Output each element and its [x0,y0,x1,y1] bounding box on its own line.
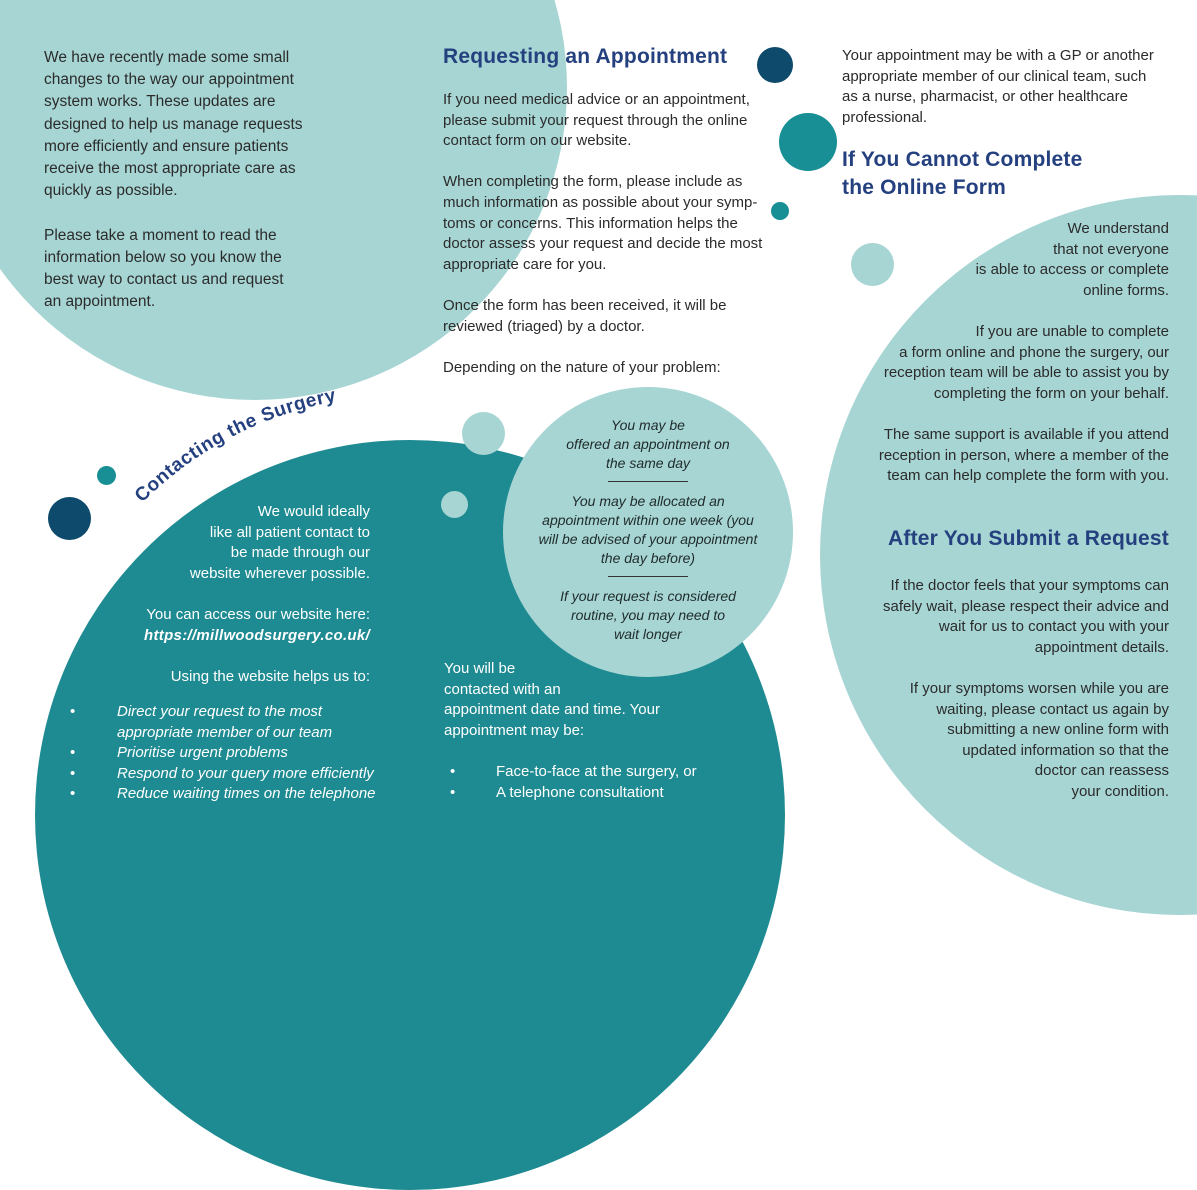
benefit-line: Respond to your query more efficiently [117,764,374,782]
contacted-text [444,659,744,803]
requesting-text [443,90,763,378]
contacted-bullet-text: Face-to-face at the surgery, or [496,762,697,780]
gp-text [842,46,1182,128]
contacted-line: appointment date and time. Your [444,701,660,719]
bullet-dot: • [450,762,456,780]
after-line: safely wait, please respect their advice and [883,597,1169,615]
contacting-text [100,502,370,687]
outcome-line: routine, you may need to [570,607,726,623]
intro-line: information below so you know the [44,248,282,266]
outcome-line: will be advised of your appointment [538,531,758,547]
cannot-title-line: If You Cannot Complete [842,148,1083,171]
contacting-title-svg [120,385,380,515]
decor-dot-teal-small [97,466,116,485]
benefit-line: Reduce waiting times on the telephone [117,785,376,803]
bullet-dot: • [450,783,456,801]
cannot-title [842,146,1082,202]
cannot-line: The same support is available if you attend [883,425,1169,443]
after-line: appointment details. [1034,638,1169,656]
requesting-line: much information as possible about your symp- [443,193,758,211]
requesting-line: Depending on the nature of your problem: [443,358,721,376]
outcome-divider [608,576,688,577]
contacting-line: You can access our website here: [146,605,370,623]
cannot-line: online forms. [1083,281,1169,299]
bullet-dot: • [70,744,76,762]
contacting-line: be made through our [230,544,370,562]
requesting-line: appropriate care for you. [443,255,607,273]
bullet-dot: • [70,703,76,720]
outcome-line: the same day [605,455,691,471]
after-line: doctor can reassess [1034,762,1169,780]
requesting-line: Once the form has been received, it will be [443,296,727,314]
intro-line: system works. These updates are [44,93,276,111]
contacted-line: contacted with an [444,680,561,698]
benefit-line: Direct your request to the most [117,703,323,720]
after-line: updated information so that the [962,741,1169,759]
contacted-line: You will be [444,660,516,677]
cannot-line: reception in person, where a member of the [878,446,1169,464]
benefit-item [60,743,400,764]
cannot-line: completing the form on your behalf. [933,384,1169,402]
after-line: submitting a new online form with [947,721,1169,739]
outcome-line: You may be [611,417,685,433]
bullet-dot: • [70,785,76,803]
requesting-line: doctor assess your request and decide the most [443,235,763,253]
contacted-bullet [444,783,744,804]
cannot-text [830,219,1169,487]
contacting-line: Using the website helps us to: [170,667,370,685]
intro-line: quickly as possible. [44,182,178,200]
contacted-bullet [444,762,744,783]
requesting-line: reviewed (triaged) by a doctor. [443,317,645,335]
contacted-bullet-text: A telephone consultationt [496,783,664,801]
intro-line: an appointment. [44,293,156,311]
outcomes-list [523,416,773,644]
after-line: wait for us to contact you with your [938,618,1169,636]
gp-line: appropriate member of our clinical team, such [842,67,1147,85]
outcome-line: the day before) [600,550,696,566]
requesting-title: Requesting an Appointment [443,45,728,68]
requesting-line: If you need medical advice or an appointment, [443,91,750,108]
outcome-line: offered an appointment on [566,436,730,452]
outcome-line: If your request is considered [560,588,736,604]
after-title: After You Submit a Request [888,527,1169,550]
decor-dot-navy [48,497,91,540]
after-line: If your symptoms worsen while you are [909,679,1169,697]
intro-text [44,47,344,313]
intro-line: more efficiently and ensure patients [44,137,289,155]
contacting-line: like all patient contact to [209,523,370,541]
gp-line: professional. [842,108,928,126]
gp-line: Your appointment may be with a GP or another [842,47,1154,64]
benefit-item [60,702,400,743]
decor-dot-teal [779,113,837,171]
bullet-dot: • [70,764,76,782]
after-line: waiting, please contact us again by [936,700,1169,718]
outcome-line: wait longer [614,626,682,642]
contacting-line: website wherever possible. [189,564,370,582]
cannot-line: We understand [1067,220,1169,237]
after-line: If the doctor feels that your symptoms can [890,577,1169,594]
cannot-line: a form online and phone the surgery, our [899,343,1169,361]
gp-line: as a nurse, pharmacist, or other healthcare [842,88,1128,106]
outcome-line: You may be allocated an [571,493,725,509]
cannot-line: is able to access or complete [975,261,1169,279]
decor-dot-light [462,412,505,455]
after-line: your condition. [1071,782,1169,800]
intro-line: We have recently made some small [44,49,290,66]
outcome-line: appointment within one week (you [542,512,754,528]
cannot-line: that not everyone [1053,240,1169,258]
cannot-line: team can help complete the form with you. [887,467,1169,485]
cannot-line: reception team will be able to assist you by [883,364,1169,382]
benefit-item [60,764,400,785]
requesting-line: When completing the form, please include as [443,173,743,191]
cannot-title-line: the Online Form [842,176,1007,199]
website-link[interactable]: https://millwoodsurgery.co.uk/ [144,626,370,644]
outcome-divider [608,481,688,482]
benefit-line: Prioritise urgent problems [117,744,288,762]
decor-dot-light-small [441,491,468,518]
contacted-line: appointment may be: [444,721,585,739]
contacting-title: Contacting the Surgery [130,385,338,507]
cannot-line: If you are unable to complete [975,322,1169,340]
after-text [830,576,1169,803]
intro-line: Please take a moment to read the [44,226,277,244]
intro-line: designed to help us manage requests [44,115,303,133]
decor-dot-teal-small [771,202,789,220]
decor-dot-navy [757,47,793,83]
intro-line: receive the most appropriate care as [44,160,296,178]
intro-line: changes to the way our appointment [44,71,294,89]
website-benefits [60,702,400,805]
requesting-line: toms or concerns. This information helps the [443,214,738,232]
contacting-line: We would ideally [257,503,370,520]
benefit-item [60,784,400,805]
requesting-line: please submit your request through the online [443,111,748,129]
intro-line: best way to contact us and request [44,271,284,289]
benefit-line: appropriate member of our team [117,723,333,741]
requesting-line: contact form on our website. [443,132,632,150]
